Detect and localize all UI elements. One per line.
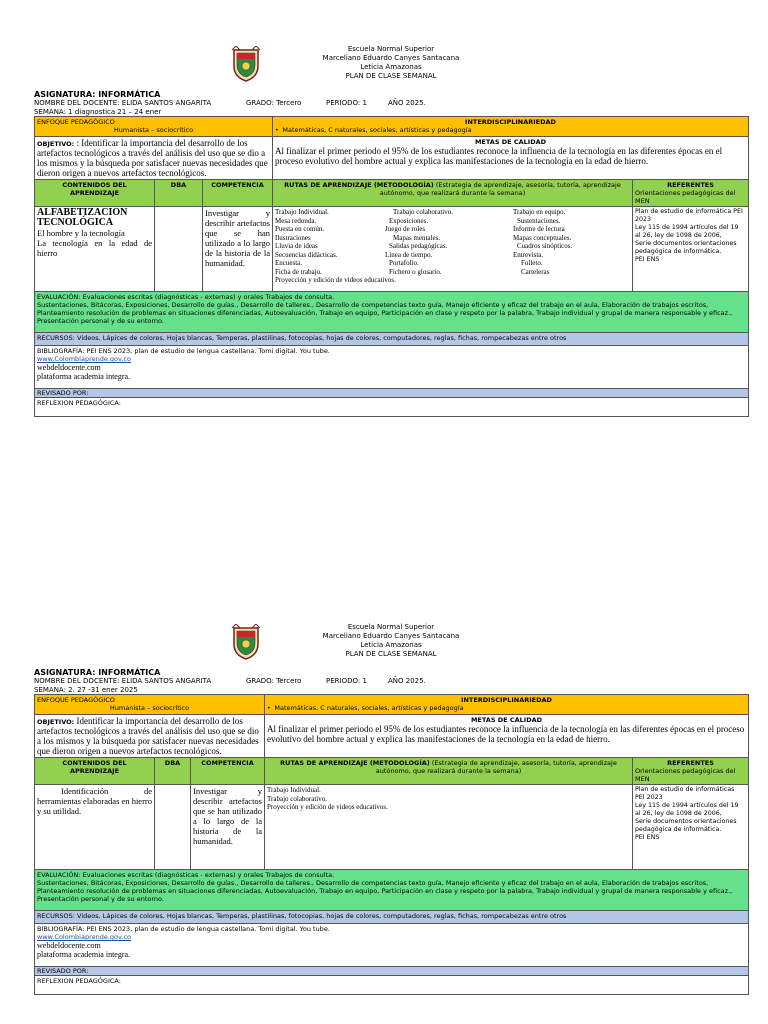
bullet-icon: • (275, 127, 283, 134)
approach-label: ENFOQUE PEDAGÓGICO (37, 118, 115, 126)
contents-body: El hombre y la tecnología La tecnología en la edad de hierro (37, 228, 152, 258)
approach-value: Humanista – sociocrítico (113, 126, 194, 134)
evaluation-line-1: EVALUACIÓN: Evaluaciones escritas (diagnósticas - externas) y orales Trabajos de consulta. (37, 293, 335, 301)
quality-goals-cell (273, 137, 749, 180)
objective-cell (35, 137, 273, 180)
approach-cell (35, 695, 265, 715)
route-item: Carteleras (521, 267, 550, 276)
route-item: Mapas mentales. (393, 233, 441, 242)
dba-cell (155, 785, 191, 870)
subject-title: ASIGNATURA: INFORMÁTICA (34, 668, 161, 677)
routes-header-rest: (Estrategia de aprendizaje, asesoría, tutoría, aprendizaje autónomo, que realizará durante la semana) (379, 181, 621, 197)
route-item: Proyección y edición de videos educativos. (267, 803, 388, 811)
col-header-dba: DBA (155, 758, 191, 785)
route-item: Ficha de trabajo. (275, 267, 322, 276)
school-location: Leticia Amazonas (360, 63, 422, 71)
references-cell (633, 785, 749, 870)
route-item: Ilustraciones (275, 233, 311, 242)
teacher-info-row (34, 677, 748, 686)
dba-cell (155, 207, 203, 292)
routes-header-bold: RUTAS DE APRENDIZAJE (METODOLOGÍA) (280, 759, 430, 767)
quality-goals-text: Al finalizar el primer periodo el 95% de los estudiantes reconoce la influencia de la tecnología en las diferentes épocas en el proceso evolutivo del hombre actual y explica las manifestaciones de la tecnología en la edad de hierro. (267, 724, 745, 744)
route-item: Trabajo colaborativo. (393, 208, 454, 216)
plan-table (34, 694, 749, 995)
evaluation-cell (35, 870, 749, 911)
col-header-contents: CONTENIDOS DEL APRENDIZAJE (35, 758, 155, 785)
objective-cell (35, 715, 265, 758)
interdisciplinary-label: INTERDISCIPLINARIEDAD (465, 118, 556, 126)
document-title: PLAN DE CLASE SEMANAL (345, 72, 437, 80)
interdisciplinary-value: Matemáticas, C naturales, sociales, artísticas y pedagogía (282, 126, 472, 134)
route-item: Mesa redonda. (275, 216, 317, 225)
col-header-competence: COMPETENCIA (203, 180, 273, 207)
route-item: Salidas pedagógicas. (389, 242, 448, 250)
route-item: Trabajo colaborativo. (267, 794, 328, 803)
route-item: Trabajo Individual. (267, 786, 321, 794)
grade: GRADO: Tercero (246, 677, 302, 685)
interdisciplinary-value: Matemáticas, C naturales, sociales, artísticas y pedagogía (274, 704, 464, 712)
approach-cell (35, 117, 273, 137)
references-text: Plan de estudio de informáticas PEI 2023 Ley 115 de 1994 artículos del 19 al 26, ley de 1098 de 2006, Serie documentos orientaciones pedagógica de informática. PEI ENS (635, 786, 739, 841)
teacher-name: NOMBRE DEL DOCENTE: ELIDA SANTOS ANGARITA (34, 677, 212, 685)
school-location: Leticia Amazonas (360, 641, 422, 649)
bibliography-platform: plataforma academia integra. (37, 950, 131, 959)
school-name: Escuela Normal Superior (347, 623, 435, 631)
references-header-rest: Orientaciones pedagógicas del MEN (635, 767, 736, 783)
contents-cell (35, 207, 155, 292)
route-item: Trabajo Individual. (275, 208, 329, 216)
routes-header-bold: RUTAS DE APRENDIZAJE (METODOLOGÍA) (284, 181, 434, 189)
objective-text: : Identificar la importancia del desarrollo de los artefactos tecnológicos a través del análisis del uso que se dio a los mismos y la búsqueda por satisfacer nuevas necesidades que dieron origen a nuevos artefactos tecnológicos. (37, 138, 268, 178)
route-item: Exposiciones. (389, 216, 429, 225)
route-item: Línea de tiempo. (385, 250, 433, 259)
reviewed-by-cell: REVISADO POR: (35, 389, 749, 398)
contents-title: ALFABETIZACION TECNOLÓGICA (37, 207, 128, 228)
bibliography-text: BIBLIOGRAFÍA: PEI ENS 2023, plan de estudio de lengua castellana. Tomi digital. You tube. (37, 925, 330, 933)
routes-header-rest: (Estrategia de aprendizaje, asesoría, tutoría, aprendizaje autónomo, que realizará durante la semana) (375, 759, 617, 775)
teacher-info-row (34, 99, 748, 108)
document-header (34, 622, 748, 668)
col-header-routes (273, 180, 633, 207)
document-header (34, 44, 748, 90)
week-label: SEMANA: 1 diagnostica 21 – 24 ener (34, 108, 162, 116)
evaluation-cell (35, 292, 749, 333)
resources-cell: RECURSOS: Videos, Lápices de colores, Hojas blancas, Temperas, plastilinas, fotocopias, hojas de colores, computadores, reglas, fichas, rompecabezas entre otros (35, 333, 749, 346)
bibliography-cell (35, 346, 749, 389)
quality-goals-label: METAS DE CALIDAD (474, 138, 547, 146)
quality-goals-cell (265, 715, 749, 758)
quality-goals-label: METAS DE CALIDAD (470, 716, 543, 724)
approach-label: ENFOQUE PEDAGÓGICO (37, 696, 115, 704)
route-item: Puesta en común. (275, 225, 325, 233)
col-header-references (633, 758, 749, 785)
competence-text: Investigar y describir artefactos que se han utilizado a lo largo de la historia de la humanidad. (205, 208, 270, 268)
references-cell (633, 207, 749, 292)
interdisciplinary-cell (273, 117, 749, 137)
routes-cell (273, 207, 633, 292)
bibliography-link[interactable]: www.Colombiaprende.gov.co (37, 933, 131, 941)
bibliography-link[interactable]: www.Colombiaprende.gov.co (37, 355, 131, 363)
route-item: Sustentaciones. (517, 216, 561, 225)
objective-label: OBJETIVO: (37, 718, 75, 726)
route-item: Encuesta. (275, 259, 303, 267)
references-header-rest: Orientaciones pedagógicas del MEN (635, 189, 736, 205)
route-item: Folleto. (521, 259, 543, 267)
col-header-contents: CONTENIDOS DEL APRENDIZAJE (35, 180, 155, 207)
bullet-icon: • (267, 705, 275, 712)
routes-col-3 (513, 208, 572, 276)
col-header-competence: COMPETENCIA (191, 758, 265, 785)
school-crest-icon (230, 46, 262, 82)
year: AÑO 2025. (388, 677, 426, 685)
contents-body: Identificación de herramientas elaboradas en hierro y su utilidad. (37, 786, 152, 816)
school-full-name: Marceliano Eduardo Canyes Santacana (322, 54, 460, 62)
interdisciplinary-cell (265, 695, 749, 715)
subject-title: ASIGNATURA: INFORMÁTICA (34, 90, 161, 99)
lesson-plan-week-2 (34, 622, 748, 995)
route-item: Informe de lectura (513, 225, 565, 233)
references-header-bold: REFERENTES (667, 181, 714, 189)
week-label: SEMANA: 2. 27 -31 ener 2025 (34, 686, 138, 694)
references-header-bold: REFERENTES (667, 759, 714, 767)
col-header-references (633, 180, 749, 207)
route-item: Fichero o glosario. (389, 267, 442, 276)
bibliography-cell (35, 924, 749, 967)
period: PERIODO: 1 (326, 677, 367, 685)
school-crest-icon (230, 624, 262, 660)
resources-cell: RECURSOS: Videos, Lápices de colores, Hojas blancas, Temperas, plastilinas, fotocopias, hojas de colores, computadores, reglas, fichas, rompecabezas entre otros (35, 911, 749, 924)
bibliography-platform: plataforma academia integra. (37, 372, 131, 381)
route-item: Lluvia de ideas (275, 242, 318, 250)
routes-col-2 (385, 208, 513, 276)
route-item: Secuencias didácticas. (275, 250, 338, 259)
school-full-name: Marceliano Eduardo Canyes Santacana (322, 632, 460, 640)
col-header-dba: DBA (155, 180, 203, 207)
school-name: Escuela Normal Superior (347, 45, 435, 53)
reflection-cell: REFLEXION PEDAGÓGICA: (35, 976, 749, 995)
routes-columns (275, 208, 630, 276)
competence-text: Investigar y describir artefactos que se han utilizado a lo largo de la historia de la humanidad. (193, 786, 262, 846)
interdisciplinary-label: INTERDISCIPLINARIEDAD (461, 696, 552, 704)
bibliography-text: BIBLIOGRAFÍA: PEI ENS 2023, plan de estudio de lengua castellana. Tomi digital. You tube. (37, 347, 330, 355)
reflection-cell: REFLEXION PEDAGÓGICA: (35, 398, 749, 417)
document-title: PLAN DE CLASE SEMANAL (345, 650, 437, 658)
route-item: Juego de roles (385, 225, 426, 233)
routes-col-1 (267, 786, 630, 812)
routes-cell (265, 785, 633, 870)
objective-text: Identificar la importancia del desarrollo de los artefactos tecnológicos a través del análisis del uso que se dio a los mismos y la búsqueda por satisfacer nuevas necesidades que dieron origen a nuevos artefactos tecnológicos. (37, 716, 259, 756)
route-item-last: Proyección y edición de videos educativos. (275, 276, 396, 284)
reviewed-by-cell: REVISADO POR: (35, 967, 749, 976)
evaluation-line-2: Sustentaciones, Bitácoras, Exposiciones, Desarrollo de guías., Desarrollo de talleres., Desarrollo de competencias texto guía, Manejo eficiente y eficaz del trabajo en el aula, Elaboración de trabajos escritos, Planteamiento resolución de problemas en situaciones diferenciadas, Autoevaluación, Trabajo en equipo, Participación en clase y respeto por la palabra, Trabajo individual y grupal de manera responsable y eficaz., Presentación personal y de su entorno. (37, 879, 733, 903)
quality-goals-text: Al finalizar el primer periodo el 95% de los estudiantes reconoce la influencia de la tecnología en las diferentes épocas en el proceso evolutivo del hombre actual y explica las manifestaciones de la tecnología en la edad de hierro. (275, 146, 723, 166)
route-item: Mapas conceptuales. (513, 233, 572, 242)
contents-cell (35, 785, 155, 870)
competence-cell (191, 785, 265, 870)
routes-col-1 (275, 208, 385, 276)
route-item: Trabajo en equipo. (513, 208, 566, 216)
period: PERIODO: 1 (326, 99, 367, 107)
route-item: Entrevista. (513, 250, 544, 259)
evaluation-line-2: Sustentaciones, Bitácoras, Exposiciones, Desarrollo de guías., Desarrollo de talleres., Desarrollo de competencias texto guía, Manejo eficiente y eficaz del trabajo en el aula, Elaboración de trabajos escritos, Planteamiento resolución de problemas en situaciones diferenciadas, Autoevaluación, Trabajo en equipo, Participación en clase y respeto por la palabra, Trabajo individual y grupal de manera responsable y eficaz., Presentación personal y de su entorno. (37, 301, 733, 325)
approach-value: Humanista – sociocrítico (109, 704, 190, 712)
col-header-routes (265, 758, 633, 785)
evaluation-line-1: EVALUACIÓN: Evaluaciones escritas (diagnósticas - externas) y orales Trabajos de consulta. (37, 871, 335, 879)
objective-label: OBJETIVO: (37, 140, 75, 148)
lesson-plan-week-1 (34, 44, 748, 417)
bibliography-web: webdeldocente.com (37, 363, 101, 372)
year: AÑO 2025. (388, 99, 426, 107)
bibliography-web: webdeldocente.com (37, 941, 101, 950)
route-item: Portafolio. (389, 259, 419, 267)
teacher-name: NOMBRE DEL DOCENTE: ELIDA SANTOS ANGARITA (34, 99, 212, 107)
references-text: Plan de estudio de informática PEI 2023 Ley 115 de 1994 artículos del 19 al 26, ley de 1098 de 2006, Serie documentos orientaciones pedagógica de informática. PEI ENS (635, 208, 743, 263)
route-item: Cuadros sinópticos. (517, 242, 573, 250)
competence-cell (203, 207, 273, 292)
grade: GRADO: Tercero (246, 99, 302, 107)
plan-table (34, 116, 749, 417)
